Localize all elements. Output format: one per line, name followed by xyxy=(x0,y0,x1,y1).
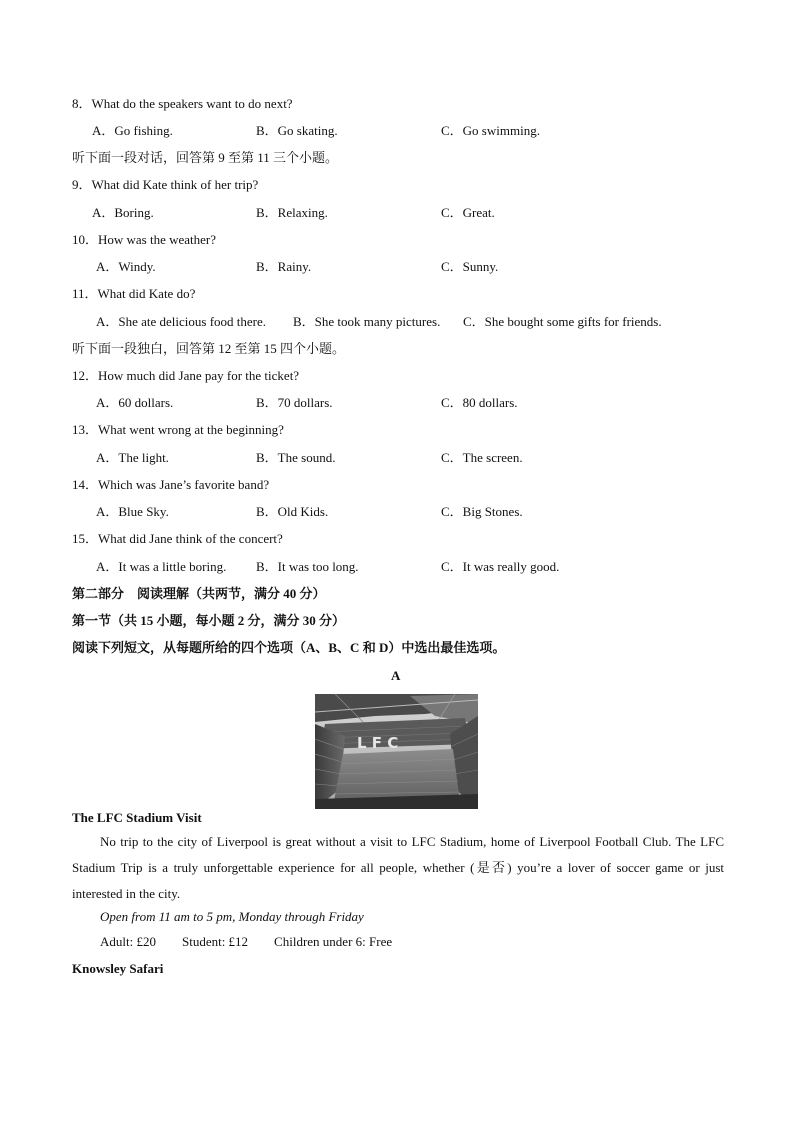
knowsley-safari-title: Knowsley Safari xyxy=(72,961,164,976)
question-13-option-b: B．The sound. xyxy=(256,450,336,465)
question-9-option-b: B．Relaxing. xyxy=(256,205,328,220)
question-15-option-b: B．It was too long. xyxy=(256,559,359,574)
question-15-option-a: A．It was a little boring. xyxy=(96,559,227,574)
question-8-option-b: B．Go skating. xyxy=(256,123,338,138)
lfc-opening-hours: Open from 11 am to 5 pm, Monday through Friday xyxy=(100,909,364,924)
question-10-option-a: A．Windy. xyxy=(96,259,156,274)
question-12-stem: 12．How much did Jane pay for the ticket? xyxy=(72,368,300,383)
question-14-option-a: A．Blue Sky. xyxy=(96,504,169,519)
passage-letter: A xyxy=(391,668,401,683)
question-12-option-c: C．80 dollars. xyxy=(441,395,518,410)
question-8-stem: 8．What do the speakers want to do next? xyxy=(72,96,293,111)
question-13-option-a: A．The light. xyxy=(96,450,169,465)
question-15-option-c: C．It was really good. xyxy=(441,559,560,574)
question-10-option-b: B．Rainy. xyxy=(256,259,312,274)
question-9-option-c: C．Great. xyxy=(441,205,495,220)
question-14-option-c: C．Big Stones. xyxy=(441,504,523,519)
question-13-stem: 13．What went wrong at the beginning? xyxy=(72,422,284,437)
question-8-option-c: C．Go swimming. xyxy=(441,123,540,138)
stadium-photo xyxy=(315,694,478,809)
question-9-option-a: A．Boring. xyxy=(92,205,154,220)
question-13-option-c: C．The screen. xyxy=(441,450,523,465)
question-10-option-c: C．Sunny. xyxy=(441,259,499,274)
stadium-sign-lfc: L F C xyxy=(357,734,399,752)
question-11-option-c: C．She bought some gifts for friends. xyxy=(463,314,662,329)
lfc-ticket-prices: Adult: £20 Student: £12 Children under 6: Free xyxy=(100,934,393,949)
question-9-stem: 9．What did Kate think of her trip? xyxy=(72,177,259,192)
question-15-stem: 15．What did Jane think of the concert? xyxy=(72,531,283,546)
instruction-12-15: 听下面一段独白，回答第 12 至第 15 四个小题。 xyxy=(72,341,346,356)
question-11-option-a: A．She ate delicious food there. xyxy=(96,314,267,329)
question-11-stem: 11．What did Kate do? xyxy=(72,286,196,301)
question-14-option-b: B．Old Kids. xyxy=(256,504,329,519)
lfc-title: The LFC Stadium Visit xyxy=(72,810,202,825)
part-two-title: 第二部分 阅读理解（共两节，满分 40 分） xyxy=(72,586,326,601)
section-one-title: 第一节（共 15 小题，每小题 2 分，满分 30 分） xyxy=(72,613,346,628)
lfc-paragraph: No trip to the city of Liverpool is great without a visit to LFC Stadium, home of Liverpool Football Club. The LFC Stadium Trip is a truly unforgettable experience for all people, whether (是否) you’re a lover of soccer game or just interested in the city. xyxy=(72,834,724,901)
question-8-option-a: A．Go fishing. xyxy=(92,123,173,138)
reading-directions: 阅读下列短文，从每题所给的四个选项（A、B、C 和 D）中选出最佳选项。 xyxy=(72,640,506,655)
instruction-9-11: 听下面一段对话，回答第 9 至第 11 三个小题。 xyxy=(72,150,339,165)
question-11-option-b: B．She took many pictures. xyxy=(293,314,441,329)
question-12-option-b: B．70 dollars. xyxy=(256,395,333,410)
question-14-stem: 14．Which was Jane’s favorite band? xyxy=(72,477,270,492)
question-10-stem: 10．How was the weather? xyxy=(72,232,217,247)
question-12-option-a: A．60 dollars. xyxy=(96,395,174,410)
